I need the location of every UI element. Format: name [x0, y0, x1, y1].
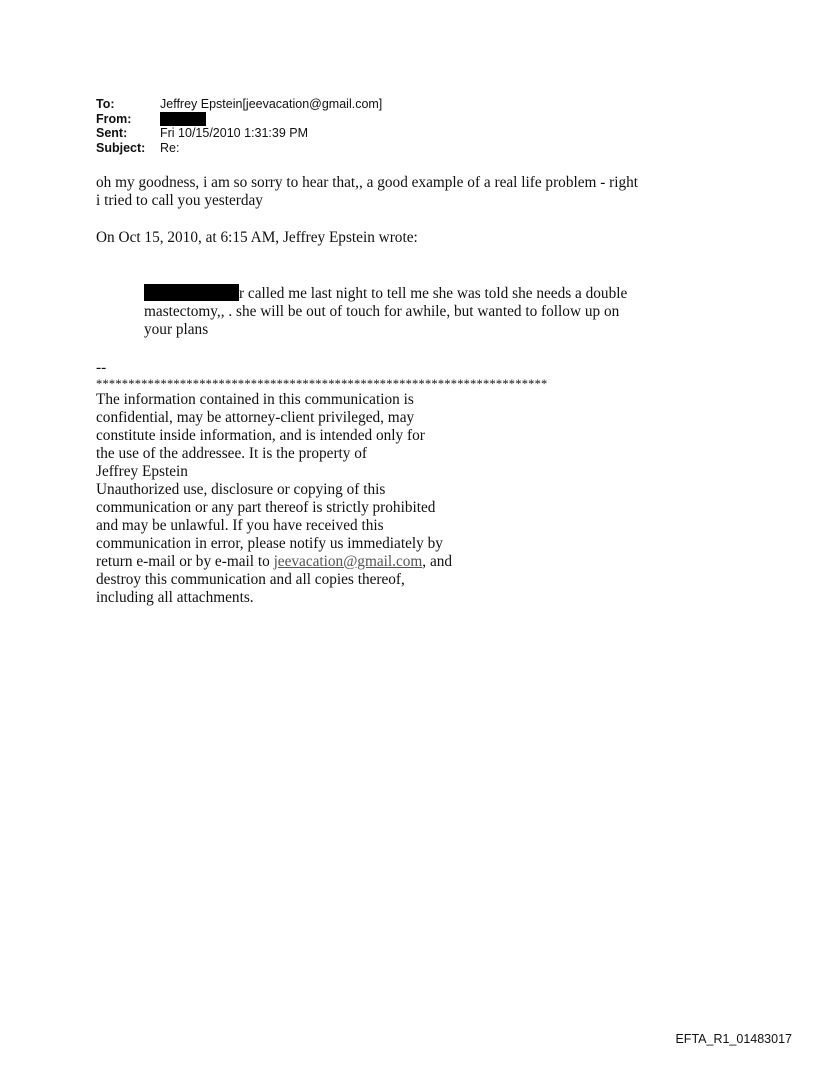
redaction-block: [144, 284, 239, 301]
redaction-block: [160, 112, 206, 126]
disclaimer-line: The information contained in this communication is: [96, 391, 414, 408]
disclaimer-line: including all attachments.: [96, 589, 254, 606]
quote-intro: On Oct 15, 2010, at 6:15 AM, Jeffrey Epstein wrote:: [96, 229, 418, 246]
disclaimer-line: Unauthorized use, disclosure or copying of this: [96, 481, 386, 498]
body-line: i tried to call you yesterday: [96, 192, 263, 209]
quoted-first-line: r called me last night to tell me she was told she needs a double: [239, 285, 628, 302]
disclaimer-line: confidential, may be attorney-client privileged, may: [96, 409, 415, 426]
quoted-line: [144, 284, 684, 303]
signature-separator: **********************************************************************: [96, 377, 548, 391]
header-value-to: Jeffrey Epstein[jeevacation@gmail.com]: [160, 97, 383, 111]
message-body: [96, 174, 736, 210]
quoted-line: mastectomy,, . she will be out of touch for awhile, but wanted to follow up on: [144, 303, 620, 320]
disclaimer-text: , and: [422, 553, 453, 570]
quoted-message: [144, 284, 684, 339]
header-label-subject: Subject:: [96, 140, 146, 155]
header-value-sent: Fri 10/15/2010 1:31:39 PM: [160, 126, 309, 140]
document-id: EFTA_R1_01483017: [675, 1032, 792, 1046]
header-to: [96, 97, 382, 112]
disclaimer-line: Jeffrey Epstein: [96, 463, 188, 480]
body-line: oh my goodness, i am so sorry to hear that,, a good example of a real life problem - right: [96, 174, 639, 191]
disclaimer-line: constitute inside information, and is intended only for: [96, 427, 425, 444]
quoted-line: your plans: [144, 321, 209, 338]
header-from: [96, 112, 382, 127]
disclaimer-line: communication in error, please notify us immediately by: [96, 535, 443, 552]
disclaimer-line: destroy this communication and all copies thereof,: [96, 571, 405, 588]
disclaimer-line: the use of the addressee. It is the property of: [96, 445, 368, 462]
disclaimer-text: return e-mail or by e-mail to: [96, 553, 274, 570]
disclaimer-line: [96, 553, 576, 571]
header-value-subject: Re:: [160, 140, 180, 155]
header-label-from: From:: [96, 111, 132, 126]
header-label-to: To:: [96, 97, 115, 111]
header-sent: [96, 126, 382, 141]
signature-disclaimer: [96, 359, 576, 607]
disclaimer-line: and may be unlawful. If you have received this: [96, 517, 384, 534]
header-subject: [96, 141, 382, 156]
email-link[interactable]: jeevacation@gmail.com: [273, 553, 423, 570]
email-headers: [96, 97, 382, 155]
disclaimer-line: communication or any part thereof is strictly prohibited: [96, 499, 436, 516]
header-label-sent: Sent:: [96, 126, 128, 140]
signature-dashes: --: [96, 359, 107, 376]
